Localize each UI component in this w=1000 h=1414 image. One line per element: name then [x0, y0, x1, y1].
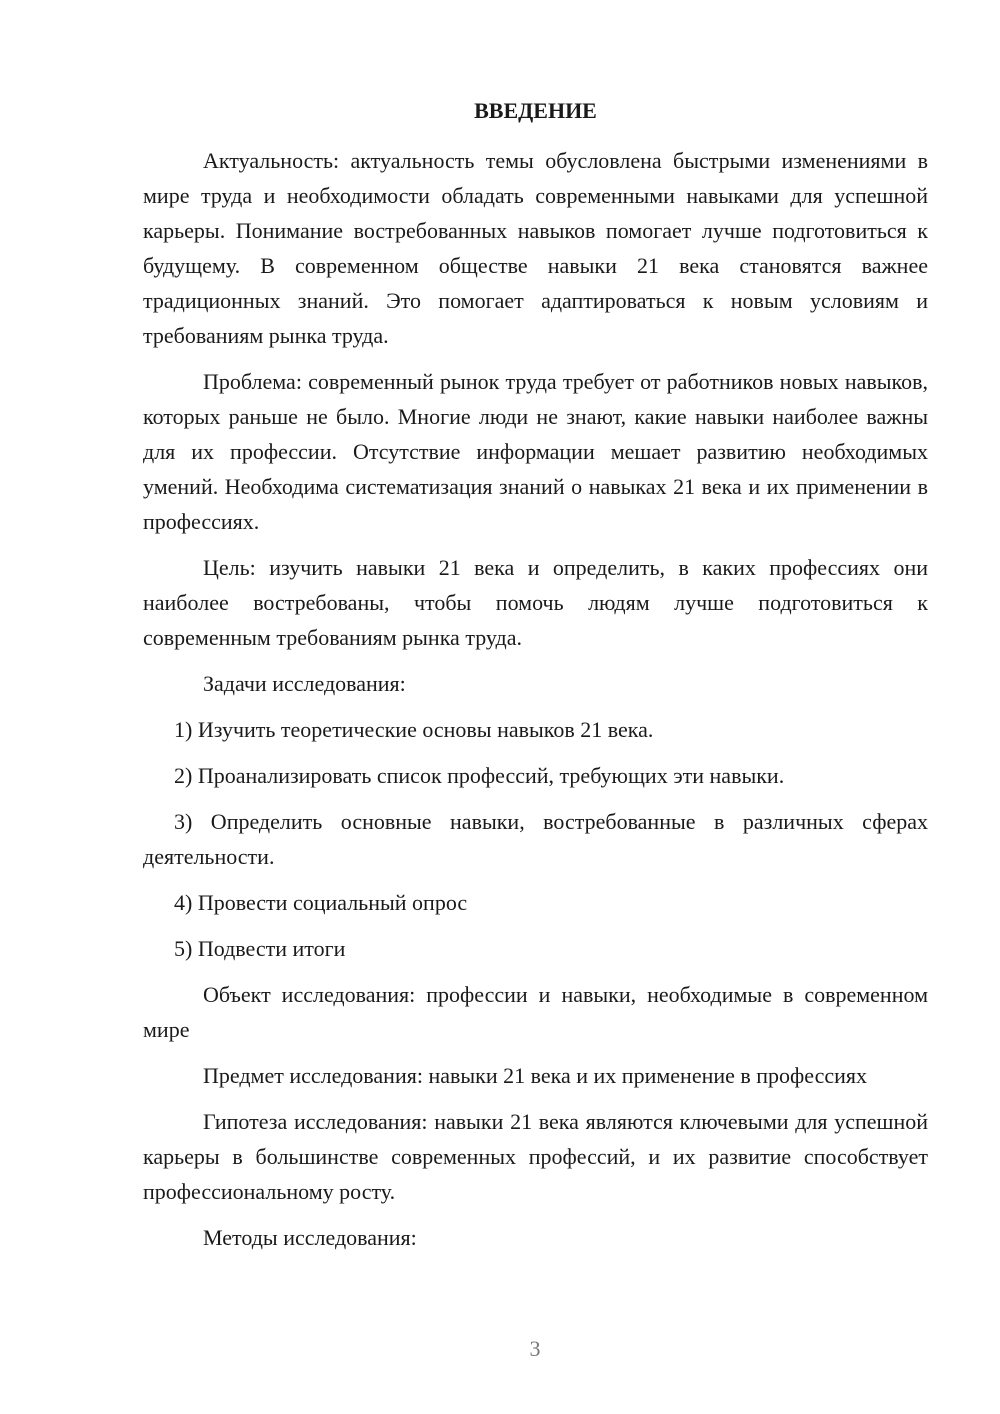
page-title: ВВЕДЕНИЕ: [474, 98, 597, 123]
object-paragraph: Объект исследования: профессии и навыки, необходимые в современном мире: [143, 982, 928, 1042]
subject-paragraph: Предмет исследования: навыки 21 века и их применение в профессиях: [203, 1063, 868, 1088]
page-number: 3: [529, 1336, 541, 1361]
task-item-1: 1) Изучить теоретические основы навыков 21 века.: [174, 717, 654, 742]
task-item-5: 5) Подвести итоги: [174, 936, 346, 961]
methods-heading: Методы исследования:: [203, 1225, 417, 1250]
hypothesis-paragraph: Гипотеза исследования: навыки 21 века являются ключевыми для успешной карьеры в большинстве современных профессий, и их развитие способствует профессиональному росту.: [143, 1109, 928, 1204]
task-item-4: 4) Провести социальный опрос: [174, 890, 468, 915]
task-item-3: 3) Определить основные навыки, востребованные в различных сферах деятельности.: [143, 809, 928, 869]
tasks-heading: Задачи исследования:: [203, 671, 406, 696]
task-item-2: 2) Проанализировать список профессий, требующих эти навыки.: [174, 763, 785, 788]
document-body: [143, 143, 928, 1266]
relevance-paragraph: Актуальность: актуальность темы обусловлена быстрыми изменениями в мире труда и необходимости обладать современными навыками для успешной карьеры. Понимание востребованных навыков помогает лучше подготовиться к будущему. В современном обществе навыки 21 века становятся важнее традиционных знаний. Это помогает адаптироваться к новым условиям и требованиям рынка труда.: [143, 148, 928, 348]
problem-paragraph: Проблема: современный рынок труда требует от работников новых навыков, которых раньше не было. Многие люди не знают, какие навыки наиболее важны для их профессии. Отсутствие информации мешает развитию необходимых умений. Необходима систематизация знаний о навыках 21 века и их применении в профессиях.: [143, 369, 928, 534]
goal-paragraph: Цель: изучить навыки 21 века и определить, в каких профессиях они наиболее востребованы, чтобы помочь людям лучше подготовиться к современным требованиям рынка труда.: [143, 555, 928, 650]
